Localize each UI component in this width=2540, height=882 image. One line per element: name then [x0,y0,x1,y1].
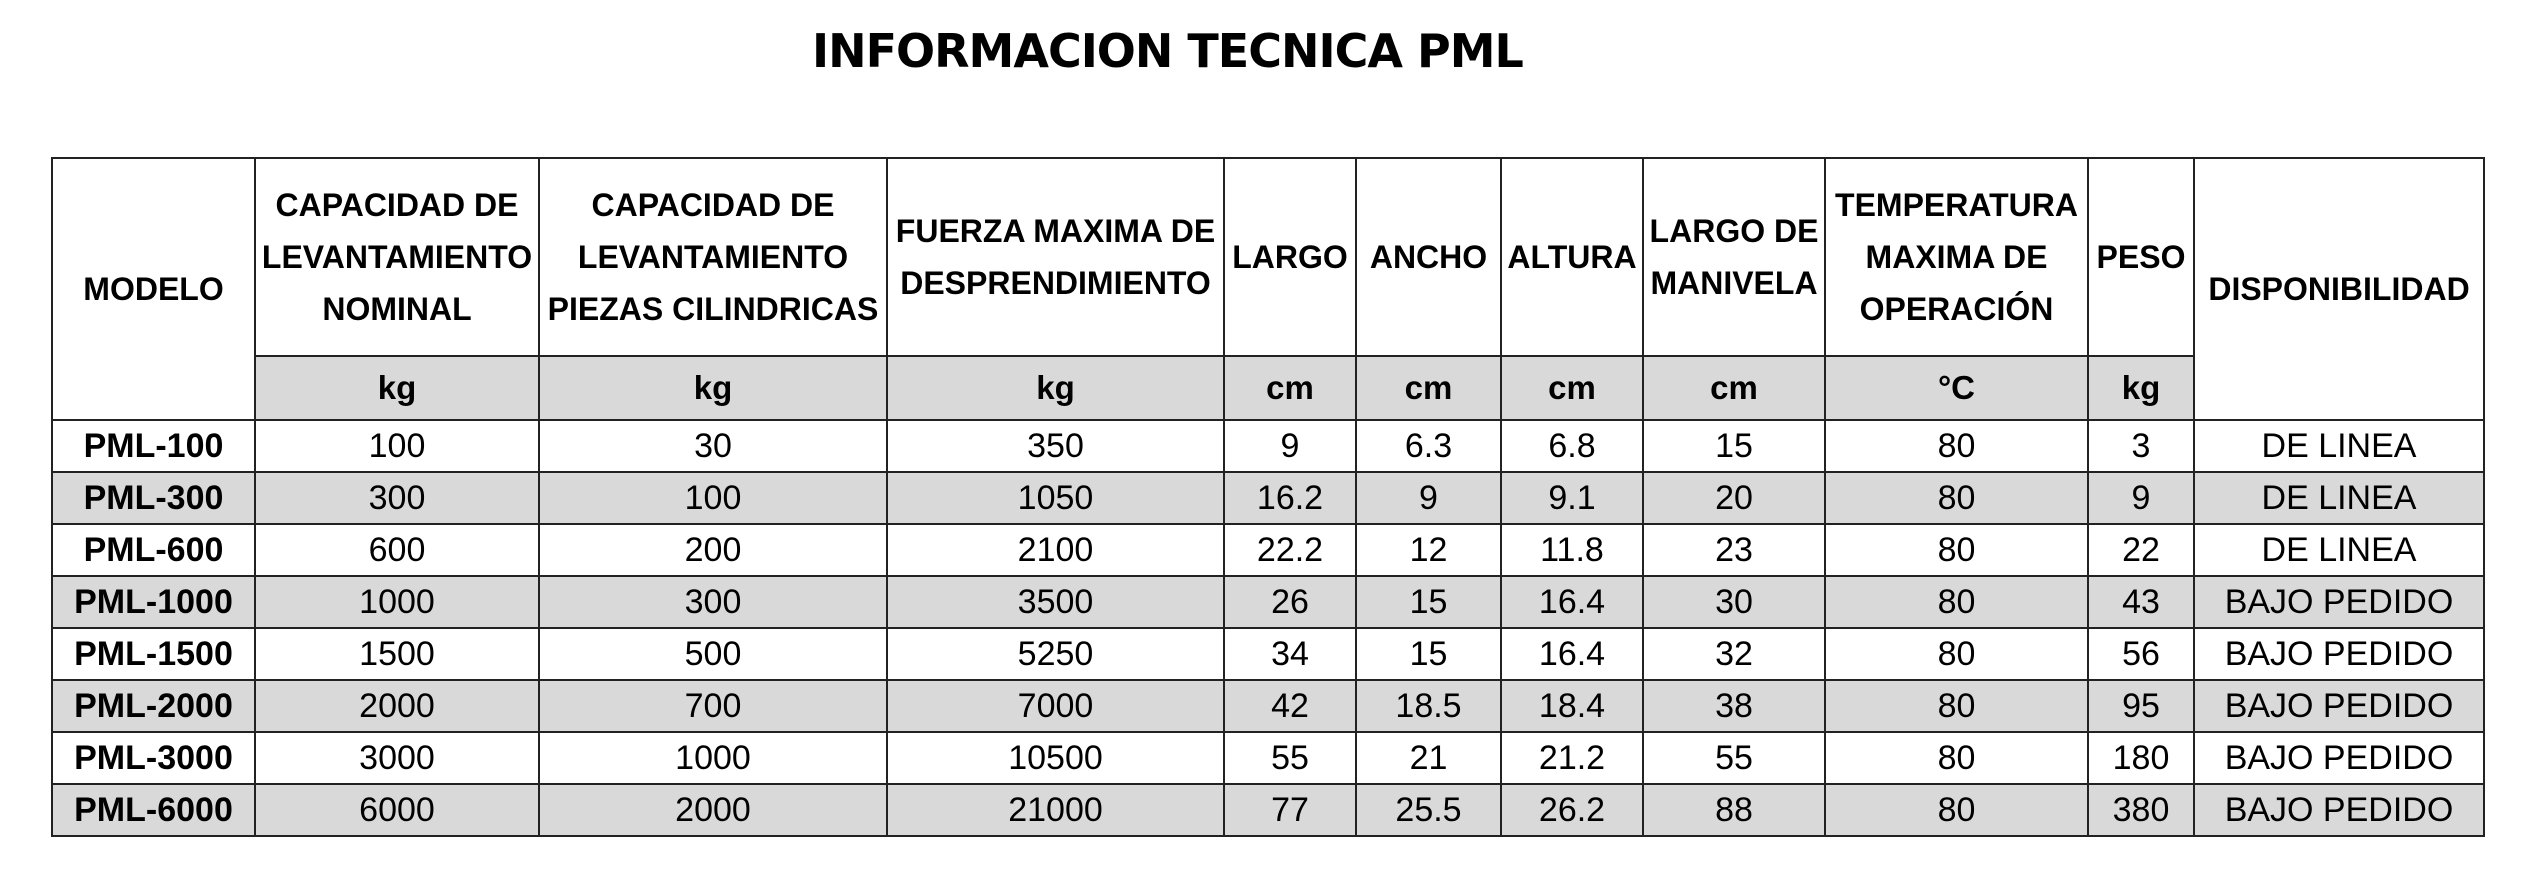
table-cell: 26 [1224,576,1356,628]
table-cell: 21.2 [1501,732,1643,784]
table-cell: 38 [1643,680,1825,732]
table-row [52,784,2484,836]
unit-cell: kg [539,356,887,420]
table-cell: 180 [2088,732,2194,784]
model-cell: PML-2000 [52,680,255,732]
table-cell: 30 [539,420,887,472]
table-cell: 7000 [887,680,1224,732]
column-header-capacidad-nominal: CAPACIDAD DE LEVANTAMIENTO NOMINAL [255,158,539,356]
table-cell: 11.8 [1501,524,1643,576]
table-cell: 3 [2088,420,2194,472]
table-cell: 55 [1643,732,1825,784]
table-row [52,680,2484,732]
column-header-capacidad-cilindricas: CAPACIDAD DE LEVANTAMIENTO PIEZAS CILINDRICAS [539,158,887,356]
model-cell: PML-6000 [52,784,255,836]
table-cell: 80 [1825,576,2088,628]
column-header-altura: ALTURA [1501,158,1643,356]
table-cell: DE LINEA [2194,472,2484,524]
table-cell: BAJO PEDIDO [2194,576,2484,628]
table-cell: 1000 [255,576,539,628]
unit-cell: kg [2088,356,2194,420]
table-cell: 21 [1356,732,1501,784]
table-cell: DE LINEA [2194,524,2484,576]
column-header-fuerza-maxima: FUERZA MAXIMA DE DESPRENDIMIENTO [887,158,1224,356]
unit-cell: cm [1356,356,1501,420]
table-cell: 6000 [255,784,539,836]
table-cell: 1050 [887,472,1224,524]
table-cell: 34 [1224,628,1356,680]
model-cell: PML-300 [52,472,255,524]
table-cell: 21000 [887,784,1224,836]
table-cell: 88 [1643,784,1825,836]
table-cell: 5250 [887,628,1224,680]
table-cell: 22 [2088,524,2194,576]
table-cell: 80 [1825,784,2088,836]
table-row [52,576,2484,628]
table-cell: 3500 [887,576,1224,628]
table-cell: 300 [539,576,887,628]
table-cell: 16.4 [1501,576,1643,628]
table-row [52,732,2484,784]
unit-cell: cm [1501,356,1643,420]
table-body [52,420,2484,836]
table-cell: 80 [1825,628,2088,680]
table-cell: 42 [1224,680,1356,732]
table-cell: 43 [2088,576,2194,628]
table-cell: 100 [539,472,887,524]
table-row [52,420,2484,472]
table-cell: 26.2 [1501,784,1643,836]
model-cell: PML-3000 [52,732,255,784]
table-cell: 23 [1643,524,1825,576]
table-cell: 9 [1356,472,1501,524]
column-header-temperatura: TEMPERATURA MAXIMA DE OPERACIÓN [1825,158,2088,356]
table-cell: 15 [1643,420,1825,472]
technical-spec-table [51,157,2485,837]
table-cell: 1000 [539,732,887,784]
table-cell: 80 [1825,420,2088,472]
table-cell: 80 [1825,472,2088,524]
table-cell: 55 [1224,732,1356,784]
table-cell: 80 [1825,732,2088,784]
table-cell: BAJO PEDIDO [2194,628,2484,680]
table-cell: 12 [1356,524,1501,576]
column-header-largo: LARGO [1224,158,1356,356]
table-cell: 80 [1825,680,2088,732]
table-cell: 16.4 [1501,628,1643,680]
table-cell: 20 [1643,472,1825,524]
table-cell: BAJO PEDIDO [2194,680,2484,732]
unit-cell: cm [1643,356,1825,420]
table-cell: 10500 [887,732,1224,784]
model-cell: PML-600 [52,524,255,576]
model-cell: PML-1000 [52,576,255,628]
table-cell: 9 [1224,420,1356,472]
table-cell: DE LINEA [2194,420,2484,472]
table-cell: 2000 [539,784,887,836]
table-cell: 600 [255,524,539,576]
column-header-largo-manivela: LARGO DE MANIVELA [1643,158,1825,356]
unit-cell: °C [1825,356,2088,420]
table-cell: 100 [255,420,539,472]
units-row [52,356,2484,420]
table-cell: 2000 [255,680,539,732]
table-cell: 30 [1643,576,1825,628]
table-row [52,524,2484,576]
table-cell: 500 [539,628,887,680]
column-header-ancho: ANCHO [1356,158,1501,356]
table-cell: 700 [539,680,887,732]
unit-cell: kg [887,356,1224,420]
table-cell: BAJO PEDIDO [2194,784,2484,836]
table-cell: 16.2 [1224,472,1356,524]
table-cell: 56 [2088,628,2194,680]
page-title: INFORMACION TECNICA PML [812,24,1523,78]
table-cell: 2100 [887,524,1224,576]
table-cell: 1500 [255,628,539,680]
table-cell: 6.8 [1501,420,1643,472]
table-cell: 15 [1356,576,1501,628]
table-cell: 80 [1825,524,2088,576]
table-cell: 200 [539,524,887,576]
table-cell: BAJO PEDIDO [2194,732,2484,784]
header-row [52,158,2484,356]
table-cell: 95 [2088,680,2194,732]
table-row [52,472,2484,524]
table-cell: 25.5 [1356,784,1501,836]
table-cell: 380 [2088,784,2194,836]
table-cell: 18.4 [1501,680,1643,732]
table-cell: 9 [2088,472,2194,524]
column-header-disponibilidad: DISPONIBILIDAD [2194,158,2484,420]
table-cell: 18.5 [1356,680,1501,732]
table-cell: 15 [1356,628,1501,680]
table-cell: 32 [1643,628,1825,680]
column-header-peso: PESO [2088,158,2194,356]
column-header-modelo: MODELO [52,158,255,420]
table-cell: 350 [887,420,1224,472]
table-cell: 77 [1224,784,1356,836]
model-cell: PML-100 [52,420,255,472]
unit-cell: cm [1224,356,1356,420]
table-cell: 22.2 [1224,524,1356,576]
table-cell: 3000 [255,732,539,784]
table-cell: 6.3 [1356,420,1501,472]
table-row [52,628,2484,680]
model-cell: PML-1500 [52,628,255,680]
table-cell: 300 [255,472,539,524]
unit-cell: kg [255,356,539,420]
table-cell: 9.1 [1501,472,1643,524]
